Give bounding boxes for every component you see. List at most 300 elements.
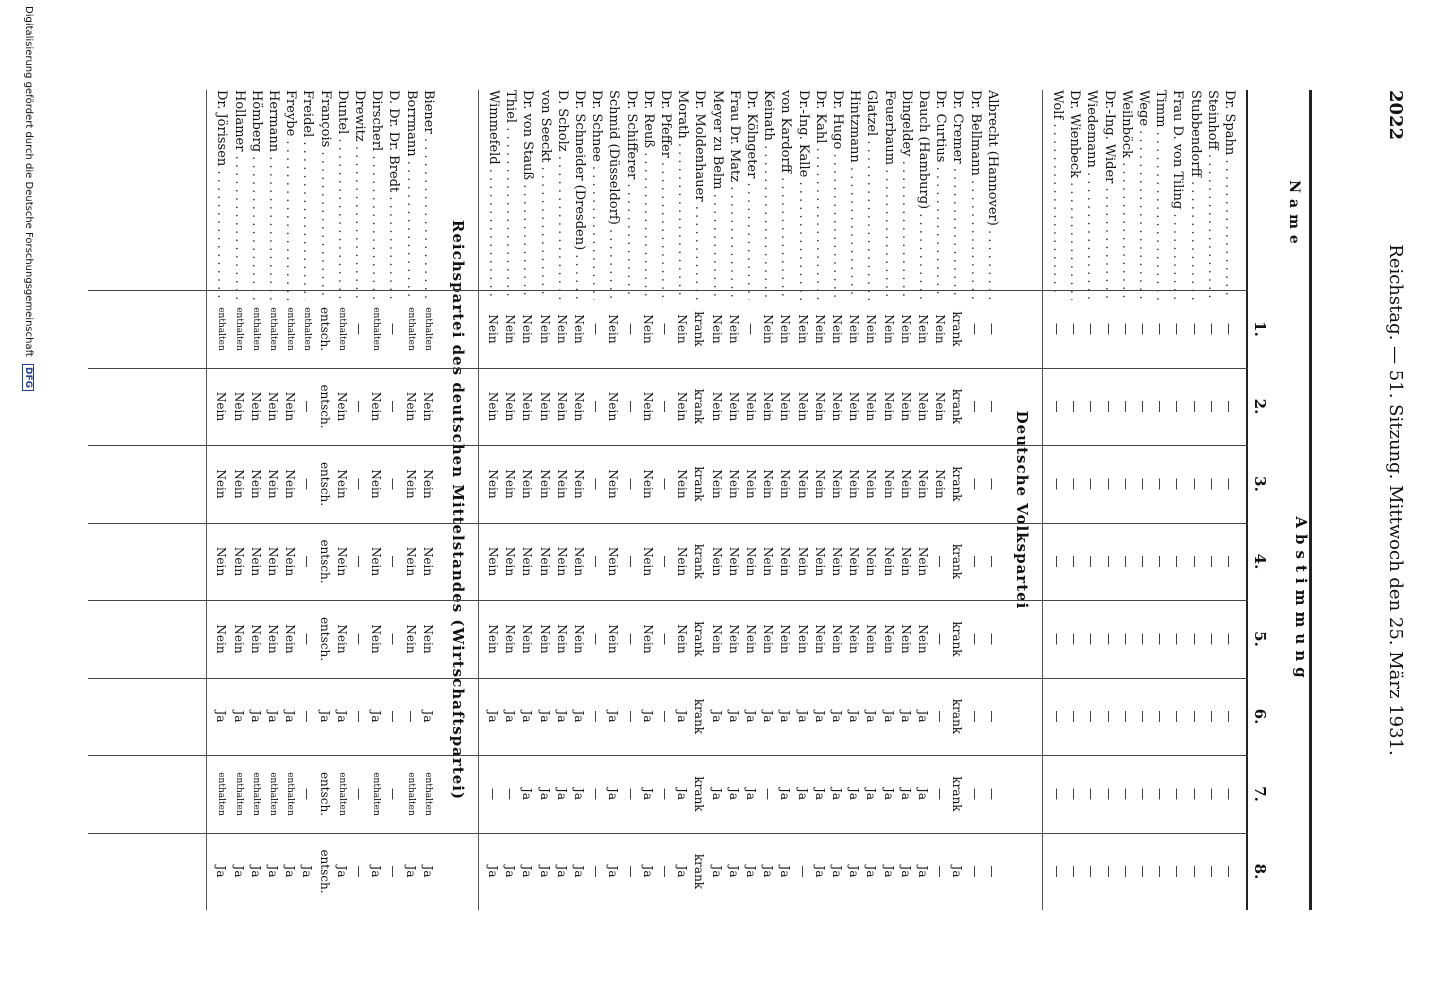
table-row [983, 90, 1001, 910]
vote-cell: Ja [675, 710, 690, 723]
vote-cell: — [933, 788, 948, 800]
vote-cell: — [623, 788, 638, 800]
vote-cell: Nein [916, 546, 930, 577]
vote-cell: Nein [812, 391, 827, 422]
vote-cell: — [933, 555, 948, 568]
vote-cell: — [1101, 400, 1116, 413]
vote-cell: Ja [503, 710, 518, 723]
vote-cell: Nein [640, 469, 655, 499]
vote-cell: Ja [830, 788, 844, 800]
page-number: 2022 [1385, 90, 1406, 141]
vote-cell: — [623, 710, 638, 723]
table-row [1065, 90, 1083, 910]
vote-cell: Ja [486, 710, 500, 723]
vote-cell: Nein [864, 314, 879, 344]
vote-cell: — [352, 710, 366, 723]
vote-cell: — [1170, 788, 1185, 800]
vote-cell: — [386, 633, 401, 645]
vote-cell: — [1050, 323, 1064, 335]
vote-cell: enthalten [371, 772, 382, 816]
vote-cell: Ja [266, 710, 280, 723]
vote-cell: — [1153, 633, 1168, 645]
vote-cell: enthalten [233, 307, 244, 351]
vote-cell: — [1136, 323, 1150, 335]
vote-cell: Ja [812, 710, 827, 723]
vote-cell: — [658, 323, 672, 335]
vote-cell: Nein [572, 314, 586, 344]
vote-cell: Ja [675, 788, 690, 800]
vote-cell: Nein [334, 546, 349, 577]
vote-cell: Nein [572, 546, 586, 577]
vote-cell: — [300, 633, 315, 645]
vote-cell: — [1118, 865, 1133, 878]
vote-cell: Ja [231, 710, 246, 723]
table-row [742, 90, 760, 910]
vote-cell: krank [692, 698, 707, 735]
member-name: Thiel . . . [501, 90, 519, 300]
vote-cell: — [352, 633, 366, 645]
vote-cell: Ja [606, 865, 621, 878]
vote-cell: Ja [864, 710, 879, 723]
table-row [966, 90, 984, 910]
vote-cell: — [352, 865, 366, 878]
vote-cell: Nein [640, 314, 655, 344]
vote-cell: — [589, 633, 604, 645]
vote-cell: — [589, 400, 604, 413]
vote-cell: Nein [830, 546, 844, 577]
vote-cell: Nein [520, 469, 535, 499]
vote-column-header: 3. [1251, 476, 1269, 492]
vote-cell: Nein [640, 624, 655, 654]
vote-cell: — [1101, 323, 1116, 335]
vote-cell: Ja [420, 865, 435, 878]
member-name: Wiedemann . . . [1082, 90, 1100, 300]
vote-cell: — [658, 710, 672, 723]
vote-cell: Nein [486, 469, 500, 499]
vote-cell: Ja [881, 788, 896, 800]
vote-cell: Ja [334, 710, 349, 723]
vote-cell: — [1050, 478, 1064, 490]
group-separator-rule [206, 90, 207, 910]
vote-cell: Nein [864, 469, 879, 499]
vote-cell: — [1204, 555, 1219, 568]
vote-cell: krank [692, 776, 707, 812]
vote-cell: Nein [520, 624, 535, 654]
vote-cell: — [1153, 555, 1168, 568]
vote-cell: Ja [283, 710, 298, 723]
table-row [536, 90, 554, 910]
member-name: Dr.-Ing. Kalle . . . [794, 90, 812, 300]
vote-cell: Nein [537, 469, 552, 499]
table-row [1048, 90, 1066, 910]
vote-cell: — [1067, 555, 1082, 568]
table-row [419, 90, 437, 910]
vote-cell: Nein [916, 314, 930, 344]
vote-cell: — [1084, 323, 1099, 335]
page-title: Reichstag. — 51. Sitzung. Mittwoch den 25. März 1931. [1385, 244, 1406, 756]
vote-cell: Nein [761, 314, 776, 344]
table-row [914, 90, 932, 910]
table-header-rule [1246, 90, 1248, 910]
vote-cell: krank [692, 388, 707, 425]
vote-cell: Nein [778, 314, 793, 344]
vote-cell: — [1136, 400, 1150, 413]
table-row [281, 90, 299, 910]
vote-cell: — [1101, 865, 1116, 878]
vote-cell: Nein [369, 624, 384, 654]
vote-cell: Nein [283, 469, 298, 499]
vote-cell: Ja [283, 865, 298, 878]
member-name: Dr. Kölngeter . . . [742, 90, 760, 300]
vote-cell: — [1222, 400, 1236, 413]
vote-cell: — [967, 788, 982, 800]
vote-cell: Nein [864, 391, 879, 422]
vote-cell: Nein [283, 546, 298, 577]
member-name: Freybe . . . [281, 90, 299, 300]
vote-cell: Nein [795, 314, 810, 344]
vote-cell: — [1084, 555, 1099, 568]
vote-cell: — [967, 323, 982, 335]
vote-cell: — [1170, 323, 1185, 335]
member-name: Steinhoff . . . [1203, 90, 1221, 300]
vote-cell: Nein [403, 391, 418, 422]
vote-cell: — [933, 865, 948, 878]
vote-cell: Nein [847, 314, 862, 344]
vote-cell: — [984, 478, 999, 490]
vote-cell: Nein [830, 469, 844, 499]
vote-cell: Ja [795, 788, 810, 800]
vote-cell: Ja [266, 865, 280, 878]
vote-cell: — [1187, 788, 1202, 800]
vote-cell: Nein [503, 624, 518, 654]
party-section-title: Deutsche Volkspartei [1012, 410, 1031, 610]
vote-cell: enthalten [268, 307, 278, 351]
vote-cell: enthalten [302, 307, 313, 351]
vote-cell: — [1222, 323, 1236, 335]
vote-cell: Ja [486, 865, 500, 878]
vote-cell: krank [950, 621, 965, 657]
column-separator [88, 833, 1248, 834]
table-row [862, 90, 880, 910]
vote-cell: Nein [761, 624, 776, 654]
table-row [350, 90, 368, 910]
vote-cell: — [1170, 555, 1185, 568]
vote-cell: — [1136, 555, 1150, 568]
vote-cell: Nein [334, 469, 349, 499]
vote-cell: Ja [830, 710, 844, 723]
vote-cell: Ja [761, 865, 776, 878]
vote-cell: Nein [933, 391, 948, 422]
vote-cell: Nein [881, 546, 896, 577]
vote-cell: Ja [334, 865, 349, 878]
dfg-footer-text: Digitalisierung gefördert durch die Deutsche Forschungsgemeinschaft [23, 6, 34, 357]
vote-cell: Nein [554, 314, 569, 344]
vote-cell: Ja [214, 865, 229, 878]
table-row [402, 90, 420, 910]
vote-cell: enthalten [371, 307, 382, 351]
vote-cell: — [1067, 788, 1082, 800]
vote-cell: Ja [420, 710, 435, 723]
vote-cell: Nein [231, 546, 246, 577]
vote-cell: Nein [709, 391, 724, 422]
table-row [570, 90, 588, 910]
vote-cell: Nein [709, 469, 724, 499]
vote-cell: Nein [795, 469, 810, 499]
vote-cell: — [623, 323, 638, 335]
vote-cell: Nein [881, 391, 896, 422]
vote-cell: — [1050, 555, 1064, 568]
vote-cell: Nein [709, 546, 724, 577]
vote-cell: Nein [486, 391, 500, 422]
vote-cell: Nein [537, 624, 552, 654]
vote-cell: Nein [420, 546, 435, 577]
vote-cell: — [1204, 400, 1219, 413]
vote-cell: Nein [675, 469, 690, 499]
member-name: Dr. Wienbeck . . . [1065, 90, 1083, 300]
vote-cell: Nein [248, 624, 263, 654]
table-row [1117, 90, 1135, 910]
vote-cell: krank [692, 311, 707, 347]
vote-cell: — [984, 323, 999, 335]
vote-cell: Ja [300, 865, 315, 878]
vote-cell: Nein [830, 624, 844, 654]
vote-cell: Nein [933, 314, 948, 344]
table-row [880, 90, 898, 910]
table-row [1168, 90, 1186, 910]
column-separator [88, 368, 1248, 369]
member-name: D. Dr. Dr. Bredt . . . [384, 90, 402, 300]
vote-cell: Nein [726, 469, 741, 499]
vote-cell: Nein [778, 546, 793, 577]
vote-cell: — [658, 865, 672, 878]
table-row [484, 90, 502, 910]
vote-cell: Ja [847, 788, 862, 800]
vote-cell: — [503, 788, 518, 800]
vote-cell: Nein [214, 469, 229, 499]
member-name: Albrecht (Hannover) . . . [983, 90, 1001, 300]
vote-cell: — [1136, 478, 1150, 490]
vote-cell: Nein [266, 546, 280, 577]
vote-cell: Nein [248, 391, 263, 422]
vote-cell: Nein [640, 391, 655, 422]
table-row [1151, 90, 1169, 910]
vote-cell: Nein [554, 624, 569, 654]
member-name: Dr. Pfeffer . . . [656, 90, 674, 300]
table-row [1082, 90, 1100, 910]
vote-column-header: 4. [1251, 553, 1269, 570]
vote-cell: — [984, 633, 999, 645]
member-name: Glatzel . . . [862, 90, 880, 300]
vote-cell: Ja [572, 788, 586, 800]
vote-cell: krank [950, 466, 965, 502]
vote-cell: Nein [726, 391, 741, 422]
table-row [1134, 90, 1152, 910]
vote-cell: Ja [606, 788, 621, 800]
vote-cell: entsch. [317, 306, 332, 352]
member-name: Dr. Schneider (Dresden) . . . [570, 90, 588, 300]
vote-cell: — [623, 400, 638, 413]
vote-cell: — [1118, 710, 1133, 723]
vote-cell: krank [950, 388, 965, 425]
vote-cell: krank [692, 466, 707, 502]
vote-cell: Ja [640, 788, 655, 800]
vote-cell: Ja [830, 865, 844, 878]
vote-cell: Nein [726, 624, 741, 654]
vote-cell: Nein [898, 314, 913, 344]
vote-cell: enthalten [250, 772, 261, 816]
dfg-logo: DFG [22, 364, 34, 391]
vote-cell: enthalten [422, 772, 433, 816]
vote-cell: Nein [606, 624, 621, 654]
vote-cell: Nein [675, 314, 690, 344]
vote-cell: — [933, 710, 948, 723]
column-separator [88, 678, 1248, 679]
vote-cell: Nein [898, 624, 913, 654]
vote-cell: — [1187, 555, 1202, 568]
vote-cell: Nein [486, 624, 500, 654]
vote-column-header: 6. [1251, 708, 1269, 725]
vote-cell: — [658, 633, 672, 645]
vote-cell: — [589, 478, 604, 490]
vote-cell: Nein [248, 546, 263, 577]
vote-cell: Nein [214, 624, 229, 654]
vote-cell: — [1084, 865, 1099, 878]
vote-cell: — [1222, 633, 1236, 645]
table-row [1220, 90, 1238, 910]
vote-cell: Ja [709, 710, 724, 723]
vote-cell: entsch. [317, 539, 332, 584]
vote-cell: Nein [916, 391, 930, 422]
member-name: Keinath . . . [759, 90, 777, 300]
table-row [845, 90, 863, 910]
vote-cell: Nein [266, 391, 280, 422]
vote-cell: — [623, 633, 638, 645]
vote-cell: Nein [486, 314, 500, 344]
vote-cell: Ja [726, 710, 741, 723]
vote-cell: — [300, 555, 315, 568]
vote-cell: enthalten [233, 772, 244, 816]
vote-cell: — [1153, 710, 1168, 723]
table-row [794, 90, 812, 910]
vote-cell: Nein [403, 469, 418, 499]
vote-cell: — [1050, 710, 1064, 723]
member-name: Morath . . . [673, 90, 691, 300]
vote-cell: Ja [744, 865, 758, 878]
vote-cell: — [1187, 323, 1202, 335]
vote-cell: Ja [369, 865, 384, 878]
member-name: Weilnböck . . . [1117, 90, 1135, 300]
vote-cell: — [623, 555, 638, 568]
vote-cell: Nein [231, 391, 246, 422]
vote-cell: — [1170, 633, 1185, 645]
column-separator [88, 523, 1248, 524]
member-name: Drewitz . . . [350, 90, 368, 300]
member-name: Dr. Cremer . . . [948, 90, 966, 300]
vote-cell: Nein [847, 469, 862, 499]
vote-cell: Ja [898, 788, 913, 800]
vote-cell: Ja [709, 865, 724, 878]
vote-cell: Nein [403, 546, 418, 577]
vote-cell: Ja [761, 710, 776, 723]
vote-column-header: 7. [1251, 786, 1269, 802]
vote-cell: — [1222, 788, 1236, 800]
member-name: Meyer zu Belm . . . [708, 90, 726, 300]
member-name: von Kardorff . . . [776, 90, 794, 300]
vote-cell: Nein [606, 314, 621, 344]
member-name: Wege . . . [1134, 90, 1152, 300]
vote-cell: — [1084, 710, 1099, 723]
vote-cell: — [1101, 555, 1116, 568]
vote-cell: Nein [916, 624, 930, 654]
vote-cell: — [386, 323, 401, 335]
member-name: Dingeldey . . . [897, 90, 915, 300]
table-row [518, 90, 536, 910]
vote-cell: — [1204, 710, 1219, 723]
vote-cell: Nein [572, 391, 586, 422]
vote-cell: — [967, 478, 982, 490]
vote-cell: — [1067, 865, 1082, 878]
vote-column-header: 8. [1251, 863, 1269, 880]
member-name: Duntel . . . [333, 90, 351, 300]
vote-cell: — [1118, 788, 1133, 800]
vote-cell: Nein [744, 391, 758, 422]
vote-cell: — [623, 478, 638, 490]
vote-column-header: 1. [1251, 321, 1269, 337]
table-row [931, 90, 949, 910]
table-row [708, 90, 726, 910]
vote-cell: — [1153, 323, 1168, 335]
vote-cell: — [1136, 865, 1150, 878]
vote-cell: Ja [847, 710, 862, 723]
vote-cell: Ja [554, 865, 569, 878]
vote-cell: — [984, 865, 999, 878]
table-row [776, 90, 794, 910]
vote-cell: enthalten [405, 307, 416, 351]
vote-cell: Ja [898, 710, 913, 723]
vote-cell: Ja [248, 710, 263, 723]
vote-cell: enthalten [216, 772, 227, 816]
vote-cell: — [1067, 323, 1082, 335]
vote-cell: Ja [881, 710, 896, 723]
vote-cell: — [761, 788, 776, 800]
vote-cell: — [1118, 323, 1133, 335]
vote-cell: Nein [830, 314, 844, 344]
vote-cell: — [1084, 788, 1099, 800]
member-name: Feuerbaum . . . [880, 90, 898, 300]
table-row [212, 90, 230, 910]
vote-cell: Ja [231, 865, 246, 878]
vote-cell: Nein [403, 624, 418, 654]
vote-cell: Nein [812, 624, 827, 654]
vote-cell: Nein [726, 546, 741, 577]
vote-cell: — [1136, 633, 1150, 645]
member-name: Dr. Moldenhauer . . . [690, 90, 708, 300]
vote-cell: — [589, 710, 604, 723]
vote-cell: Nein [572, 624, 586, 654]
member-name: François . . . [316, 90, 334, 300]
vote-cell: enthalten [285, 772, 296, 816]
vote-cell: Ja [795, 710, 810, 723]
vote-cell: — [352, 555, 366, 568]
vote-cell: Nein [795, 624, 810, 654]
member-name: Frau D. von Tiling . . . [1168, 90, 1186, 300]
vote-cell: Nein [334, 391, 349, 422]
vote-cell: — [967, 865, 982, 878]
vote-cell: Nein [898, 391, 913, 422]
vote-cell: Ja [916, 788, 930, 800]
vote-cell: — [967, 633, 982, 645]
member-name: Dr. Schnee . . . [587, 90, 605, 300]
